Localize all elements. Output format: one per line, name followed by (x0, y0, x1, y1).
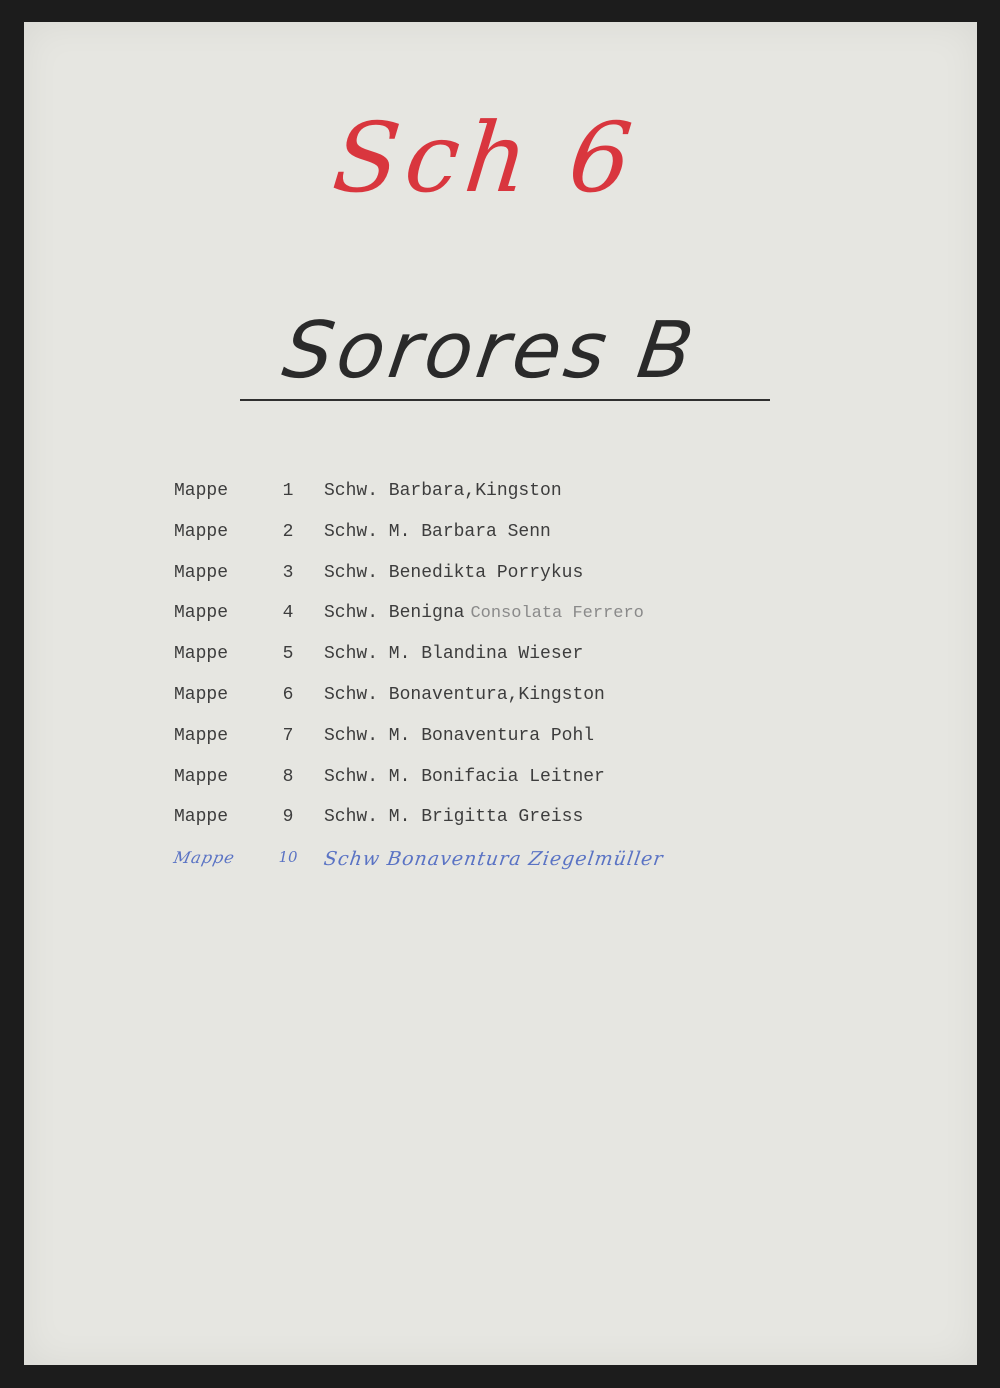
entry-number: 9 (282, 807, 294, 828)
entry-insert-text: Consolata Ferrero (470, 604, 644, 624)
document-sheet (24, 22, 977, 1365)
entry-name: Schw Bonaventura Ziegelmüller (322, 848, 665, 871)
entry-number: 1 (282, 481, 294, 501)
entry-name: Schw. Benedikta Porrykus (324, 562, 584, 583)
entry-number: 4 (282, 603, 294, 624)
entry-number: 2 (282, 521, 294, 542)
entry-number: 3 (282, 562, 294, 583)
entry-name: Schw. Benigna Consolata Ferrero (324, 603, 644, 624)
entry-number: 7 (282, 725, 294, 746)
entry-number: 5 (282, 644, 294, 665)
entry-label: Mappe (174, 684, 229, 705)
entry-label: Mappe (174, 766, 229, 787)
entry-name: Schw. M. Blandina Wieser (324, 644, 584, 665)
entry-name: Schw. Barbara,Kingston (324, 481, 562, 501)
red-handwritten-signature: Sch 6 (328, 102, 643, 214)
entry-label: Mappe (174, 521, 229, 542)
entry-label: Mappe (174, 807, 229, 828)
entry-name: Schw. Bonaventura,Kingston (324, 684, 605, 705)
entry-name: Schw. M. Bonaventura Pohl (324, 725, 595, 746)
entry-number: 8 (282, 766, 294, 787)
entry-label: Mappe (174, 725, 229, 746)
entry-name: Schw. M. Barbara Senn (324, 521, 551, 542)
entry-label: Mappe (174, 644, 229, 665)
title-underline (240, 399, 770, 401)
entry-label: Mappe (174, 603, 229, 624)
entry-number: 6 (282, 684, 294, 705)
entry-name: Schw. M. Bonifacia Leitner (324, 766, 605, 787)
entry-number: 10 (278, 848, 298, 867)
entry-label: Mappe (174, 481, 229, 501)
handwritten-title: Sorores B (277, 306, 703, 396)
entry-name: Schw. M. Brigitta Greiss (324, 807, 584, 828)
entry-label: Mappe (171, 848, 237, 868)
entry-label: Mappe (174, 562, 229, 583)
